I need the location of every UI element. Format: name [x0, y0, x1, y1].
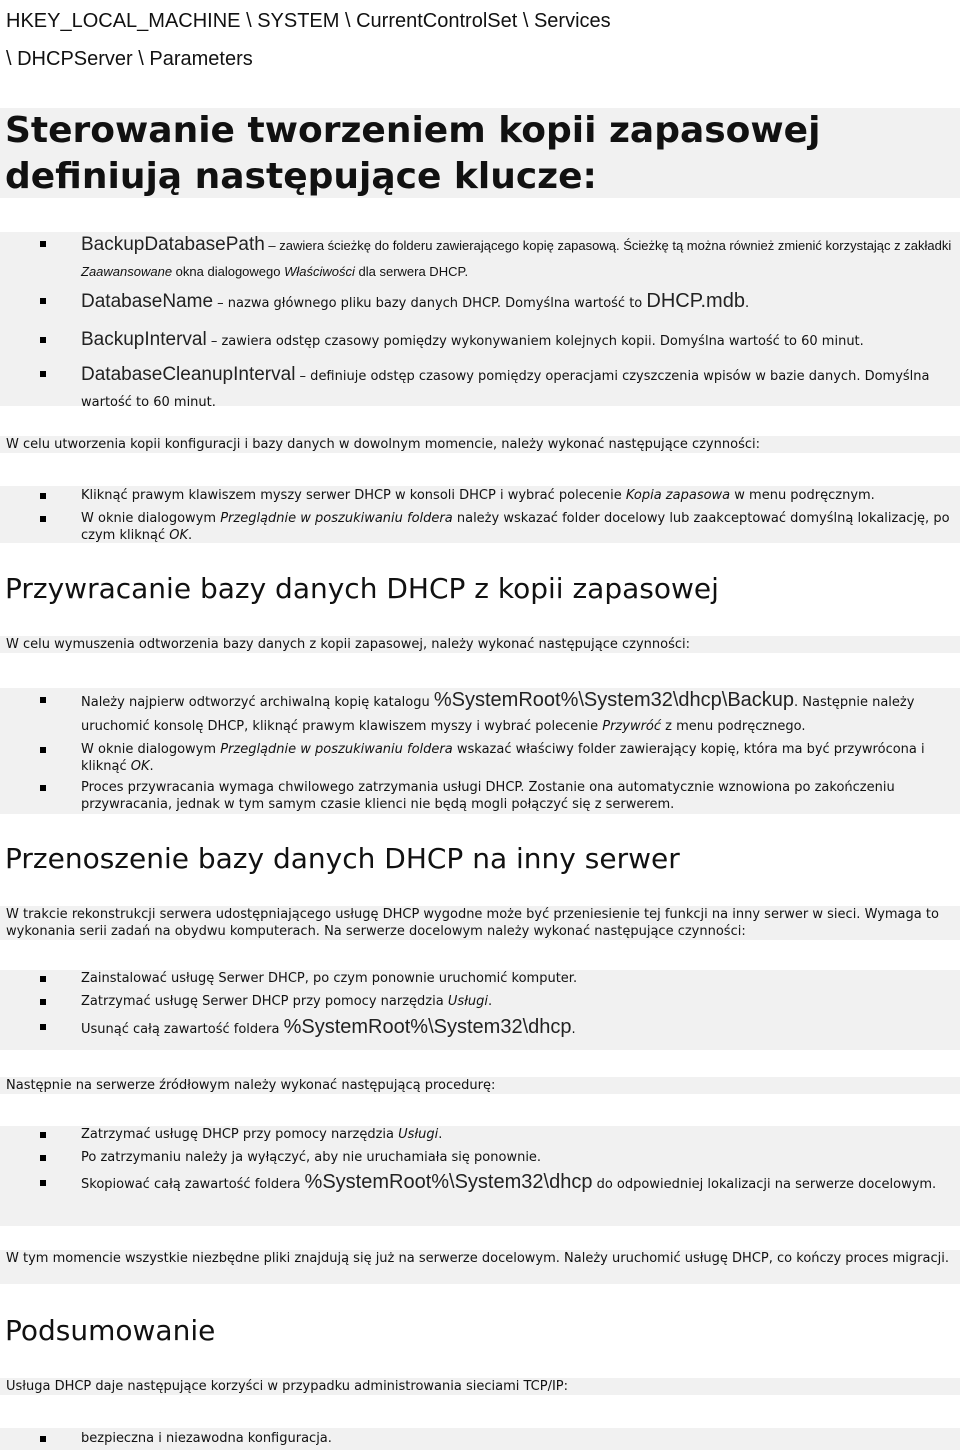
migrate-outro: W tym momencie wszystkie niezbędne pliki znajdują się już na serwerze docelowym. Należy uruchomić usługę DHCP, co kończy proces migracji.: [0, 1250, 960, 1284]
list-item: Kliknąć prawym klawiszem myszy serwer DHCP w konsoli DHCP i wybrać polecenie Kopia zapasowa w menu podręcznym.: [40, 487, 952, 504]
list-item: Zatrzymać usługę DHCP przy pomocy narzędzia Usługi.: [40, 1126, 952, 1143]
default-value: DHCP.mdb: [646, 290, 745, 312]
registry-path-line-1: HKEY_LOCAL_MACHINE \ SYSTEM \ CurrentControlSet \ Services: [6, 10, 611, 32]
registry-keys-list: [0, 232, 960, 410]
summary-section: [0, 1314, 960, 1348]
bullet-icon: [40, 337, 46, 343]
folder-path: %SystemRoot%\System32\dhcp: [283, 1016, 572, 1038]
list-item: BackupInterval – zawiera odstęp czasowy pomiędzy wykonywaniem kolejnych kopii. Domyślna wartość to 60 minut.: [40, 320, 952, 362]
key-name: DatabaseName: [81, 291, 214, 312]
bullet-icon: [40, 785, 46, 791]
list-item: bezpieczna i niezawodna konfiguracja.: [40, 1430, 952, 1447]
bullet-icon: [40, 999, 46, 1005]
list-item: Zatrzymać usługę Serwer DHCP przy pomocy narzędzia Usługi.: [40, 993, 952, 1010]
restore-steps-list: [0, 688, 960, 814]
list-item: Po zatrzymaniu należy ja wyłączyć, aby nie uruchamiała się ponownie.: [40, 1149, 952, 1166]
registry-path: [0, 2, 960, 78]
source-server-intro: Następnie na serwerze źródłowym należy wykonać następującą procedurę:: [0, 1077, 960, 1094]
restore-section: [0, 572, 960, 606]
folder-path: %SystemRoot%\System32\dhcp: [304, 1171, 593, 1193]
registry-path-line-2: \ DHCPServer \ Parameters: [6, 48, 253, 70]
summary-intro: Usługa DHCP daje następujące korzyści w przypadku administrowania sieciami TCP/IP:: [0, 1378, 960, 1395]
folder-path: %SystemRoot%\System32\dhcp\Backup: [433, 689, 795, 711]
bullet-icon: [40, 1155, 46, 1161]
section-heading: Przywracanie bazy danych DHCP z kopii zapasowej: [5, 572, 719, 605]
bullet-icon: [40, 371, 46, 377]
list-item: W oknie dialogowym Przeglądnie w poszukiwaniu foldera należy wskazać folder docelowy lub zaakceptować domyślną lokalizację, po czym kliknąć OK.: [40, 510, 952, 544]
list-item: BackupDatabasePath – zawiera ścieżkę do folderu zawierającego kopię zapasową. Ścieżkę tą można również zmienić korzystając z zakładki Zaawansowane okna dialogowego Właściwości dla serwera DHCP.: [40, 232, 952, 285]
key-name: BackupInterval: [81, 329, 207, 350]
bullet-icon: [40, 976, 46, 982]
section-heading: Przenoszenie bazy danych DHCP na inny serwer: [5, 842, 680, 875]
bullet-icon: [40, 1180, 46, 1186]
bullet-icon: [40, 1132, 46, 1138]
bullet-icon: [40, 241, 46, 247]
list-item: Zainstalować usługę Serwer DHCP, po czym ponownie uruchomić komputer.: [40, 970, 952, 987]
key-name: DatabaseCleanupInterval: [81, 364, 296, 385]
list-item: DatabaseName – nazwa głównego pliku bazy danych DHCP. Domyślna wartość to DHCP.mdb.: [40, 285, 952, 320]
bullet-icon: [40, 697, 46, 703]
list-item: Usunąć całą zawartość foldera %SystemRoot%\System32\dhcp.: [40, 1014, 952, 1043]
summary-list: [0, 1428, 960, 1450]
bullet-icon: [40, 1024, 46, 1030]
bullet-icon: [40, 1436, 46, 1442]
bullet-icon: [40, 747, 46, 753]
section-heading: Podsumowanie: [5, 1314, 216, 1347]
backup-steps-list: [0, 486, 960, 543]
backup-intro: W celu utworzenia kopii konfiguracji i bazy danych w dowolnym momencie, należy wykonać następujące czynności:: [0, 436, 960, 453]
migrate-section: [0, 842, 960, 876]
bullet-icon: [40, 516, 46, 522]
page-title: Sterowanie tworzeniem kopii zapasowej definiują następujące klucze:: [5, 110, 821, 197]
list-item: Proces przywracania wymaga chwilowego zatrzymania usługi DHCP. Zostanie ona automatycznie wznowiona po zakończeniu przywracania, jednak w tym samym czasie klienci nie będą mogli połączyć się z serwerem.: [40, 779, 952, 813]
bullet-icon: [40, 298, 46, 304]
list-item: Należy najpierw odtworzyć archiwalną kopię katalogu %SystemRoot%\System32\dhcp\Backup. Następnie należy uruchomić konsolę DHCP, kliknąć prawym klawiszem myszy i wybrać polecenie Przywróć z menu podręcznego.: [40, 688, 952, 739]
key-name: BackupDatabasePath: [81, 234, 265, 255]
list-item: W oknie dialogowym Przeglądnie w poszukiwaniu foldera wskazać właściwy folder zawierający kopię, która ma być przywrócona i kliknąć OK.: [40, 741, 952, 775]
source-server-steps: [0, 1126, 960, 1226]
list-item: DatabaseCleanupInterval – definiuje odstęp czasowy pomiędzy operacjami czyszczenia wpisów w bazie danych. Domyślna wartość to 60 minut.: [40, 362, 952, 416]
restore-intro: W celu wymuszenia odtworzenia bazy danych z kopii zapasowej, należy wykonać następujące czynności:: [0, 636, 960, 653]
list-item: Skopiować całą zawartość foldera %SystemRoot%\System32\dhcp do odpowiedniej lokalizacji na serwerze docelowym.: [40, 1170, 952, 1197]
bullet-icon: [40, 493, 46, 499]
target-server-steps: [0, 970, 960, 1050]
section-title-band: [0, 108, 960, 198]
migrate-intro: W trakcie rekonstrukcji serwera udostępniającego usługę DHCP wygodne może być przeniesienie tej funkcji na inny serwer w sieci. Wymaga to wykonania serii zadań na obydwu komputerach. Na serwerze docelowym należy wykonać następujące czynności:: [0, 906, 960, 940]
